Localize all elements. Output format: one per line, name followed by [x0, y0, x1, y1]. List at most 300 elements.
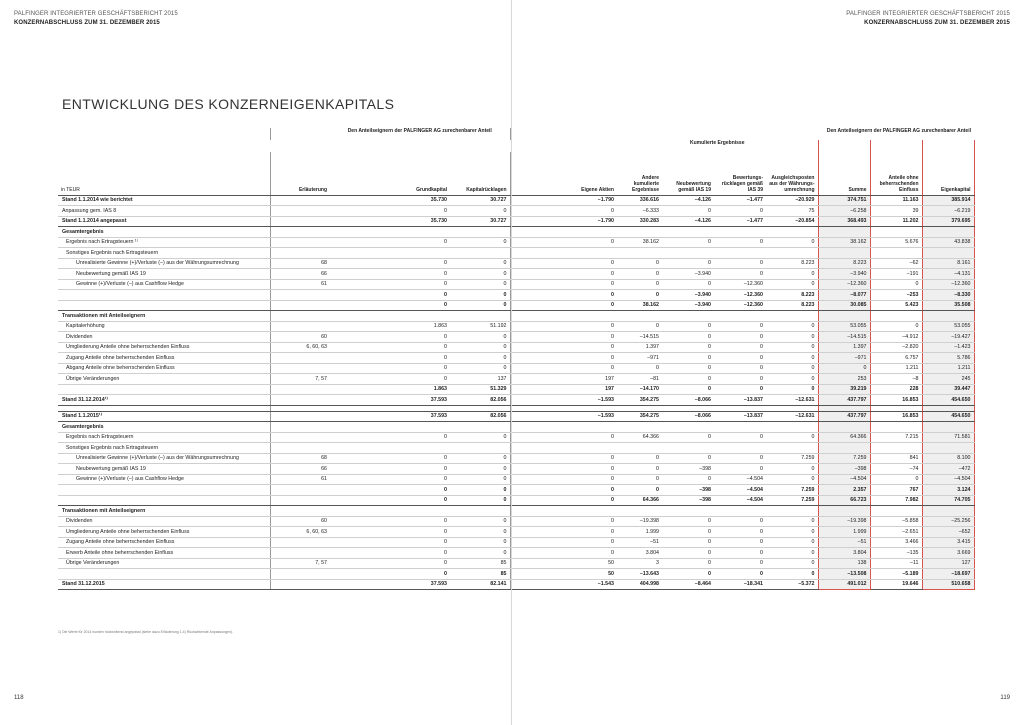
table-row: [58, 558, 510, 569]
cell-equity: 1.211: [922, 363, 974, 374]
cell-capital-reserves: 82.056: [450, 411, 510, 422]
header-report-name: PALFINGER INTEGRIERTER GESCHÄFTSBERICHT 2015: [14, 11, 178, 17]
group-spacer: [818, 140, 870, 152]
row-label: Stand 1.1.2015¹⁾: [58, 411, 270, 422]
cell-currency: –20.854: [766, 216, 818, 227]
column-header: Anteile ohne beherrschenden Einfluss: [870, 152, 922, 195]
cell-equity: 127: [922, 558, 974, 569]
running-header-left: [14, 10, 178, 28]
cell-other-cumulative: –971: [617, 353, 662, 364]
table-row: [512, 537, 974, 548]
table-row: [512, 384, 974, 395]
table-row: [58, 464, 510, 475]
cell-equity: [922, 506, 974, 517]
cell-equity: –4.131: [922, 269, 974, 280]
row-spacer: [330, 558, 390, 569]
cell-minority: –2.651: [870, 527, 922, 538]
cell-other-cumulative: [617, 227, 662, 238]
cell-capital-reserves: 0: [450, 206, 510, 217]
row-note-ref: 61: [270, 474, 330, 485]
cell-minority: –135: [870, 548, 922, 559]
cell-currency: –20.929: [766, 195, 818, 206]
table-row: [58, 411, 510, 422]
row-note-ref: [270, 300, 330, 311]
cell-other-cumulative: –14.170: [617, 384, 662, 395]
row-label: Transaktionen mit Anteilseignern: [58, 506, 270, 517]
row-spacer: [330, 248, 390, 259]
table-row: [58, 258, 510, 269]
row-spacer: [330, 384, 390, 395]
cell-minority: 16.853: [870, 395, 922, 406]
row-label: Stand 1.1.2014 angepasst: [58, 216, 270, 227]
cell-other-cumulative: 354.275: [617, 395, 662, 406]
row-label: Zugang Anteile ohne beherrschenden Einfluss: [58, 353, 270, 364]
cell-equity: 385.914: [922, 195, 974, 206]
cell-other-cumulative: 0: [617, 474, 662, 485]
cell-total: 3.804: [818, 548, 870, 559]
table-row: [512, 443, 974, 454]
cell-minority: 841: [870, 453, 922, 464]
cell-capital-reserves: 0: [450, 258, 510, 269]
cell-ias39: [714, 227, 766, 238]
cell-share-capital: 0: [390, 353, 450, 364]
cell-equity: 71.581: [922, 432, 974, 443]
row-note-ref: 61: [270, 279, 330, 290]
cell-currency: 0: [766, 537, 818, 548]
row-spacer: [330, 374, 390, 385]
cell-capital-reserves: 0: [450, 485, 510, 496]
cell-currency: 75: [766, 206, 818, 217]
cell-equity: 3.124: [922, 485, 974, 496]
cell-other-cumulative: [617, 443, 662, 454]
cell-treasury-stock: 0: [512, 300, 617, 311]
cell-capital-reserves: 0: [450, 237, 510, 248]
cell-share-capital: 0: [390, 474, 450, 485]
table-row: [512, 216, 974, 227]
cell-ias39: 0: [714, 384, 766, 395]
cell-ias19: 0: [662, 321, 714, 332]
cell-minority: –74: [870, 464, 922, 475]
cell-minority: 5.676: [870, 237, 922, 248]
row-note-ref: [270, 216, 330, 227]
cell-total: 7.259: [818, 453, 870, 464]
row-spacer: [330, 516, 390, 527]
cell-minority: 1.211: [870, 363, 922, 374]
cell-currency: 0: [766, 384, 818, 395]
cell-currency: –12.631: [766, 395, 818, 406]
table-row: [58, 363, 510, 374]
cell-ias19: [662, 506, 714, 517]
cell-equity: –19.427: [922, 332, 974, 343]
cell-total: 437.797: [818, 411, 870, 422]
cell-treasury-stock: –1.543: [512, 579, 617, 590]
cell-capital-reserves: 30.727: [450, 195, 510, 206]
row-label: Umgliederung Anteile ohne beherrschenden Einfluss: [58, 527, 270, 538]
cell-total: –6.258: [818, 206, 870, 217]
cell-ias39: 0: [714, 374, 766, 385]
table-row: [58, 332, 510, 343]
cell-currency: 0: [766, 548, 818, 559]
footnote: 1) Die Werte für 2014 wurden rückwirkend angepasst (siehe dazu Erläuterung 1.4) Rückwirkende Anpassungen).: [58, 630, 234, 634]
table-row: [58, 537, 510, 548]
table-row: [58, 474, 510, 485]
row-note-ref: [270, 506, 330, 517]
cell-share-capital: 37.593: [390, 411, 450, 422]
cell-ias39: 0: [714, 548, 766, 559]
cell-share-capital: 0: [390, 495, 450, 506]
cell-capital-reserves: 51.192: [450, 321, 510, 332]
cell-total: 138: [818, 558, 870, 569]
cell-treasury-stock: 197: [512, 374, 617, 385]
cell-capital-reserves: 85: [450, 558, 510, 569]
row-note-ref: 6, 60, 63: [270, 527, 330, 538]
column-header: Kapitalrücklagen: [450, 152, 510, 195]
table-row: [512, 506, 974, 517]
running-header-right: [846, 10, 1010, 28]
row-label: Abgang Anteile ohne beherrschenden Einfluss: [58, 363, 270, 374]
table-row: [512, 374, 974, 385]
cell-treasury-stock: 0: [512, 485, 617, 496]
table-row: [512, 474, 974, 485]
table-row: [512, 237, 974, 248]
row-note-ref: [270, 422, 330, 433]
cell-total: 374.751: [818, 195, 870, 206]
row-spacer: [330, 579, 390, 590]
table-row: [512, 464, 974, 475]
row-label: [58, 384, 270, 395]
cell-treasury-stock: 0: [512, 527, 617, 538]
table-row: [58, 495, 510, 506]
cell-minority: –2.820: [870, 342, 922, 353]
cell-share-capital: 0: [390, 342, 450, 353]
cell-treasury-stock: 0: [512, 206, 617, 217]
row-note-ref: 66: [270, 464, 330, 475]
row-spacer: [330, 321, 390, 332]
table-row: [58, 321, 510, 332]
cell-treasury-stock: –1.790: [512, 216, 617, 227]
cell-other-cumulative: 0: [617, 258, 662, 269]
cell-currency: 0: [766, 321, 818, 332]
cell-equity: 35.508: [922, 300, 974, 311]
cell-currency: [766, 443, 818, 454]
cell-ias39: [714, 248, 766, 259]
group-spacer: [922, 140, 974, 152]
cell-total: 39.219: [818, 384, 870, 395]
cell-ias19: –8.066: [662, 395, 714, 406]
group-header-shareholders: Den Anteilseignern der PALFINGER AG zurechenbarer Anteil: [330, 128, 510, 140]
cell-capital-reserves: 0: [450, 537, 510, 548]
table-row: [58, 216, 510, 227]
cell-equity: [922, 443, 974, 454]
cell-total: –4.504: [818, 474, 870, 485]
group-header-cumulative: Kumulierte Ergebnisse: [690, 140, 745, 146]
row-note-ref: [270, 443, 330, 454]
group-spacer: [870, 140, 922, 152]
table-row: [58, 443, 510, 454]
cell-share-capital: 0: [390, 569, 450, 580]
cell-equity: 3.415: [922, 537, 974, 548]
column-header-label: in TEUR: [58, 152, 270, 195]
table-row: [512, 332, 974, 343]
table-row: [512, 342, 974, 353]
cell-equity: [922, 227, 974, 238]
cell-ias19: –4.126: [662, 216, 714, 227]
table-row: [58, 569, 510, 580]
cell-share-capital: 0: [390, 206, 450, 217]
cell-ias39: 0: [714, 558, 766, 569]
row-label: Unrealisierte Gewinne (+)/Verluste (–) aus der Währungsumrechnung: [58, 258, 270, 269]
cell-share-capital: 35.730: [390, 195, 450, 206]
table-row: [58, 248, 510, 259]
cell-currency: 0: [766, 363, 818, 374]
cell-total: 1.999: [818, 527, 870, 538]
cell-minority: 5.423: [870, 300, 922, 311]
cell-minority: 228: [870, 384, 922, 395]
cell-other-cumulative: 336.616: [617, 195, 662, 206]
row-note-ref: 7, 57: [270, 374, 330, 385]
cell-capital-reserves: 85: [450, 569, 510, 580]
row-note-ref: 60: [270, 332, 330, 343]
row-spacer: [330, 395, 390, 406]
cell-treasury-stock: [512, 311, 617, 322]
row-spacer: [330, 548, 390, 559]
cell-minority: [870, 227, 922, 238]
cell-ias19: 0: [662, 548, 714, 559]
cell-other-cumulative: 0: [617, 290, 662, 301]
cell-other-cumulative: 38.162: [617, 300, 662, 311]
row-note-ref: 68: [270, 453, 330, 464]
row-spacer: [330, 495, 390, 506]
table-row: [512, 311, 974, 322]
cell-capital-reserves: 82.056: [450, 395, 510, 406]
cell-capital-reserves: 0: [450, 300, 510, 311]
cell-ias39: –12.360: [714, 290, 766, 301]
table-row: [512, 432, 974, 443]
table-row: [512, 579, 974, 590]
cell-ias19: –3.940: [662, 269, 714, 280]
cell-total: 53.055: [818, 321, 870, 332]
row-note-ref: [270, 495, 330, 506]
cell-share-capital: 35.730: [390, 216, 450, 227]
cell-treasury-stock: 0: [512, 269, 617, 280]
cell-ias39: 0: [714, 537, 766, 548]
row-spacer: [330, 290, 390, 301]
cell-currency: –5.372: [766, 579, 818, 590]
cell-treasury-stock: 50: [512, 569, 617, 580]
cell-currency: 0: [766, 558, 818, 569]
cell-currency: –12.631: [766, 411, 818, 422]
cell-ias19: 0: [662, 474, 714, 485]
cell-capital-reserves: 137: [450, 374, 510, 385]
cell-share-capital: 37.593: [390, 579, 450, 590]
cell-capital-reserves: [450, 443, 510, 454]
cell-other-cumulative: [617, 506, 662, 517]
cell-currency: [766, 227, 818, 238]
cell-ias19: –3.940: [662, 290, 714, 301]
cell-minority: 11.163: [870, 195, 922, 206]
cell-capital-reserves: 0: [450, 332, 510, 343]
table-row: [512, 258, 974, 269]
cell-total: 8.223: [818, 258, 870, 269]
row-note-ref: [270, 537, 330, 548]
cell-treasury-stock: 0: [512, 464, 617, 475]
cell-equity: 8.161: [922, 258, 974, 269]
cell-ias39: 0: [714, 464, 766, 475]
cell-ias19: 0: [662, 384, 714, 395]
cell-total: –19.398: [818, 516, 870, 527]
cell-minority: 0: [870, 474, 922, 485]
row-note-ref: [270, 290, 330, 301]
cell-minority: 767: [870, 485, 922, 496]
cell-share-capital: 0: [390, 290, 450, 301]
cell-ias39: 0: [714, 516, 766, 527]
column-header-total: Summe: [818, 152, 870, 195]
cell-currency: [766, 311, 818, 322]
cell-capital-reserves: 0: [450, 548, 510, 559]
cell-treasury-stock: 0: [512, 237, 617, 248]
cell-currency: 7.259: [766, 495, 818, 506]
row-note-ref: [270, 395, 330, 406]
cell-ias19: 0: [662, 353, 714, 364]
cell-capital-reserves: [450, 227, 510, 238]
table-row: [58, 548, 510, 559]
table-row: [512, 485, 974, 496]
cell-total: 491.012: [818, 579, 870, 590]
header-section-name: KONZERNABSCHLUSS ZUM 31. DEZEMBER 2015: [14, 20, 160, 26]
cell-capital-reserves: 82.141: [450, 579, 510, 590]
cell-treasury-stock: 0: [512, 537, 617, 548]
table-row: [512, 279, 974, 290]
equity-table-left: [58, 128, 511, 590]
table-row: [58, 353, 510, 364]
group-header-shareholders: Den Anteilseignern der PALFINGER AG zurechenbarer Anteil: [826, 128, 971, 134]
cell-other-cumulative: 404.998: [617, 579, 662, 590]
column-header: [330, 152, 390, 195]
table-row: [58, 395, 510, 406]
cell-treasury-stock: 0: [512, 279, 617, 290]
cell-ias39: [714, 422, 766, 433]
cell-ias19: 0: [662, 342, 714, 353]
table-row: [58, 206, 510, 217]
column-header: Grundkapital: [390, 152, 450, 195]
cell-other-cumulative: 1.999: [617, 527, 662, 538]
cell-minority: –253: [870, 290, 922, 301]
cell-total: 64.366: [818, 432, 870, 443]
cell-other-cumulative: –14.515: [617, 332, 662, 343]
row-label: [58, 495, 270, 506]
cell-other-cumulative: 3.804: [617, 548, 662, 559]
cell-ias39: 0: [714, 363, 766, 374]
row-label: [58, 300, 270, 311]
cell-equity: 510.658: [922, 579, 974, 590]
row-note-ref: 7, 57: [270, 558, 330, 569]
cell-minority: [870, 311, 922, 322]
cell-treasury-stock: 0: [512, 548, 617, 559]
cell-treasury-stock: 0: [512, 353, 617, 364]
cell-equity: [922, 422, 974, 433]
cell-ias19: 0: [662, 516, 714, 527]
cell-ias19: 0: [662, 363, 714, 374]
column-header-equity: Eigenkapital: [922, 152, 974, 195]
row-spacer: [330, 485, 390, 496]
cell-total: 253: [818, 374, 870, 385]
row-spacer: [330, 353, 390, 364]
cell-treasury-stock: 50: [512, 558, 617, 569]
row-label: Übrige Veränderungen: [58, 558, 270, 569]
cell-other-cumulative: 0: [617, 453, 662, 464]
cell-currency: 0: [766, 279, 818, 290]
cell-ias39: 0: [714, 353, 766, 364]
row-label: Ergebnis nach Ertragsteuern ¹⁾: [58, 237, 270, 248]
cell-other-cumulative: 0: [617, 485, 662, 496]
cell-other-cumulative: 0: [617, 363, 662, 374]
row-label: Umgliederung Anteile ohne beherrschenden Einfluss: [58, 342, 270, 353]
cell-other-cumulative: –19.398: [617, 516, 662, 527]
table-row: [58, 579, 510, 590]
cell-share-capital: 0: [390, 558, 450, 569]
table-row: [58, 342, 510, 353]
cell-treasury-stock: 0: [512, 332, 617, 343]
row-label: Ergebnis nach Ertragsteuern: [58, 432, 270, 443]
cell-treasury-stock: 0: [512, 342, 617, 353]
cell-equity: –8.330: [922, 290, 974, 301]
group-spacer: [512, 140, 617, 152]
table-row: [512, 569, 974, 580]
table-row: [58, 453, 510, 464]
cell-total: –13.508: [818, 569, 870, 580]
table-row: [58, 374, 510, 385]
row-spacer: [330, 537, 390, 548]
column-header: Neubewertung gemäß IAS 19: [662, 152, 714, 195]
row-note-ref: [270, 569, 330, 580]
cell-share-capital: [390, 506, 450, 517]
cell-capital-reserves: 0: [450, 464, 510, 475]
row-note-ref: [270, 579, 330, 590]
cell-ias19: 0: [662, 237, 714, 248]
cell-ias19: 0: [662, 374, 714, 385]
row-label: Neubewertung gemäß IAS 19: [58, 464, 270, 475]
cell-share-capital: 0: [390, 279, 450, 290]
row-spacer: [330, 279, 390, 290]
cell-minority: –5.858: [870, 516, 922, 527]
row-note-ref: [270, 432, 330, 443]
cell-total: –398: [818, 464, 870, 475]
row-spacer: [330, 206, 390, 217]
table-row: [512, 321, 974, 332]
page-number-left: 118: [14, 695, 24, 701]
cell-equity: 245: [922, 374, 974, 385]
row-note-ref: 60: [270, 516, 330, 527]
cell-minority: 0: [870, 321, 922, 332]
row-spacer: [330, 443, 390, 454]
cell-other-cumulative: 330.283: [617, 216, 662, 227]
cell-ias39: 0: [714, 258, 766, 269]
row-spacer: [330, 506, 390, 517]
cell-share-capital: [390, 227, 450, 238]
row-label: Gewinne (+)/Verluste (–) aus Cashflow Hedge: [58, 474, 270, 485]
cell-ias39: [714, 506, 766, 517]
row-label: Transaktionen mit Anteilseignern: [58, 311, 270, 322]
cell-currency: 0: [766, 432, 818, 443]
cell-ias19: [662, 248, 714, 259]
cell-total: 1.397: [818, 342, 870, 353]
cell-ias19: 0: [662, 453, 714, 464]
cell-currency: 0: [766, 464, 818, 475]
cell-other-cumulative: 64.366: [617, 432, 662, 443]
cell-equity: 454.650: [922, 395, 974, 406]
cell-total: 368.493: [818, 216, 870, 227]
cell-capital-reserves: 0: [450, 516, 510, 527]
